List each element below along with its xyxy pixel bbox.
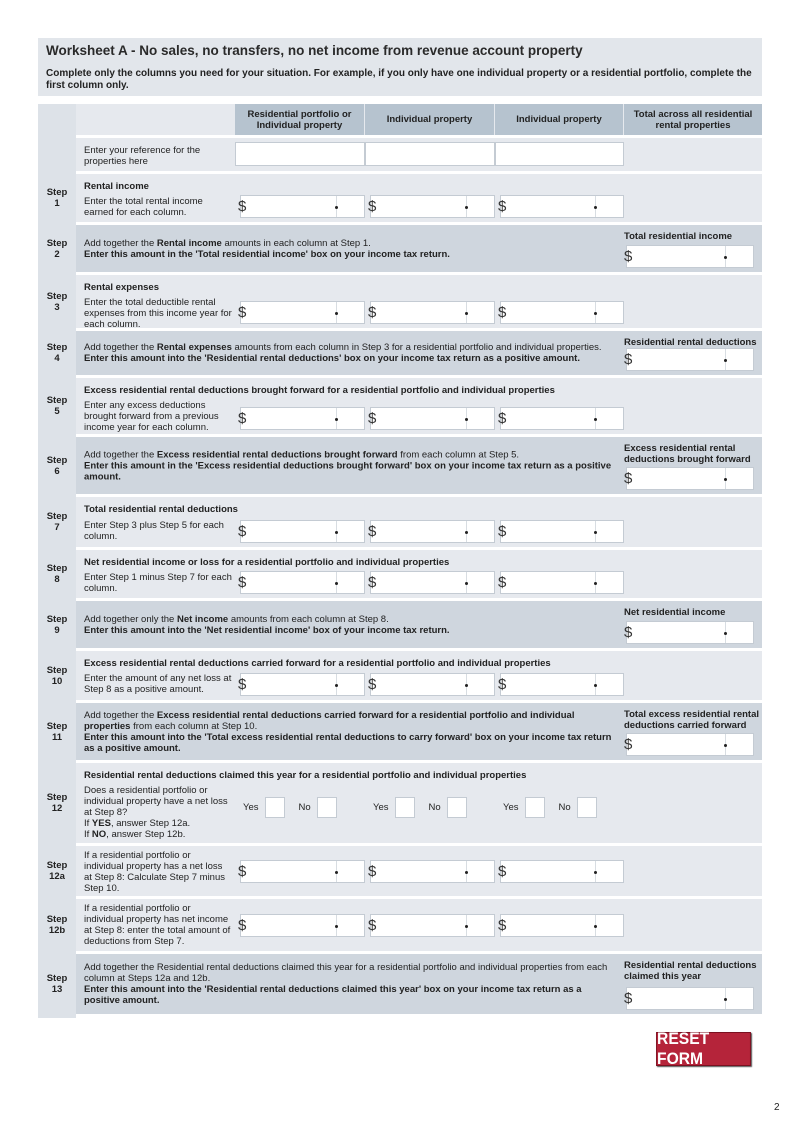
step-number: 7 xyxy=(54,522,60,533)
reset-form-button[interactable]: RESET FORM xyxy=(656,1032,751,1066)
yes-label: Yes xyxy=(503,802,519,813)
instruction-emphasis: Enter this amount into the 'Net residential income' box of your income tax return. xyxy=(84,624,450,636)
column-header-row xyxy=(76,104,762,135)
step-word: Step xyxy=(46,720,68,732)
dollar-sign: $ xyxy=(624,248,633,265)
decimal-point-divider xyxy=(466,302,467,323)
instruction-segment: Rental income xyxy=(156,237,222,249)
decimal-point-divider xyxy=(466,196,467,217)
description-line xyxy=(84,400,232,433)
page-title: Worksheet A - No sales, no transfers, no net income from revenue account property xyxy=(46,43,583,58)
column-amount-input[interactable] xyxy=(240,301,365,324)
step-word: Step xyxy=(46,860,68,871)
instructions: Complete only the columns you need for your situation. For example, if you only have one individual property or a residential portfolio, complete the first column only. xyxy=(46,68,752,91)
dollar-sign: $ xyxy=(368,523,377,540)
step-word: Step xyxy=(46,613,68,625)
column-amount-input[interactable] xyxy=(240,914,365,937)
step-label xyxy=(38,395,76,417)
step-description xyxy=(84,673,232,695)
step-word: Step xyxy=(46,187,68,198)
step-number: 12b xyxy=(48,925,66,936)
dollar-sign: $ xyxy=(624,351,633,368)
instruction-segment: Add together only the xyxy=(84,613,177,625)
step-row xyxy=(46,331,762,375)
step-label xyxy=(38,914,76,936)
step-heading: Residential rental deductions claimed this year for a residential portfolio and individual properties xyxy=(84,770,527,781)
column-amount-input[interactable] xyxy=(370,673,495,696)
step-description xyxy=(84,850,232,894)
column-amount-input[interactable] xyxy=(500,407,624,430)
decimal-point-divider xyxy=(466,572,467,593)
step-number: 3 xyxy=(54,301,60,313)
column-header: Total across all residential rental properties xyxy=(624,104,762,135)
step-row xyxy=(46,846,762,896)
column-amount-input[interactable] xyxy=(240,571,365,594)
step-heading: Excess residential rental deductions carried forward for a residential portfolio and individual properties xyxy=(84,658,551,669)
step-word: Step xyxy=(46,973,68,984)
step-description xyxy=(84,903,232,947)
description-segment: Does a residential portfolio or individual property have a net loss at Step 8? xyxy=(84,785,228,818)
decimal-point-divider xyxy=(595,674,596,695)
column-amount-input[interactable] xyxy=(370,301,495,324)
description-line xyxy=(84,520,232,542)
step-number: 6 xyxy=(54,465,60,477)
instruction-emphasis: Enter this amount into the 'Residential rental deductions claimed this year' box on your income tax return as a positive amount. xyxy=(84,984,582,1006)
column-amount-input[interactable] xyxy=(500,860,624,883)
step-row xyxy=(46,378,762,434)
description-line xyxy=(84,850,232,894)
dollar-sign: $ xyxy=(498,676,507,693)
decimal-point-divider xyxy=(336,674,337,695)
decimal-point-divider xyxy=(466,674,467,695)
description-segment: Enter any excess deductions brought forward from a previous income year for each column. xyxy=(84,400,219,433)
description-line xyxy=(84,785,232,818)
step-label xyxy=(38,291,76,313)
header-spacer xyxy=(76,104,235,135)
instruction-segment: Net income xyxy=(176,613,229,625)
worksheet-title-bar xyxy=(38,38,762,96)
page-number: 2 xyxy=(774,1102,780,1113)
step-label xyxy=(38,455,76,477)
step-label xyxy=(38,860,76,882)
total-label: Total residential income xyxy=(624,231,733,242)
step-number: 12a xyxy=(49,871,65,882)
step-word: Step xyxy=(46,290,68,302)
column-amount-input[interactable] xyxy=(500,301,624,324)
dollar-sign: $ xyxy=(368,410,377,427)
description-segment: Enter the amount of any net loss at Step 8 as a positive amount. xyxy=(84,673,232,695)
total-label: Residential rental deductions xyxy=(624,337,757,348)
step-word: Step xyxy=(46,454,68,466)
step-number: 13 xyxy=(51,984,63,995)
reference-row xyxy=(76,138,762,171)
step-number: 2 xyxy=(54,248,60,260)
step-number: 9 xyxy=(54,624,60,636)
description-segment: YES xyxy=(91,818,111,829)
no-checkbox[interactable] xyxy=(577,797,597,818)
step-label xyxy=(38,187,76,209)
step-instructions xyxy=(84,710,616,754)
total-label: Excess residential rental deductions brought forward xyxy=(624,443,751,465)
description-segment: If a residential portfolio or individual property has net income at Step 8: enter the total amount of deductions from Step 7. xyxy=(84,903,231,947)
instruction-segment: Add together the xyxy=(84,237,157,249)
step-row xyxy=(46,899,762,951)
decimal-point-divider xyxy=(466,408,467,429)
step-row xyxy=(46,601,762,648)
step-description xyxy=(84,572,232,594)
step-label xyxy=(38,563,76,585)
dollar-sign: $ xyxy=(498,523,507,540)
no-label: No xyxy=(298,802,311,813)
instruction-segment: Add together the xyxy=(84,449,157,460)
description-line xyxy=(84,818,232,829)
decimal-point-divider xyxy=(725,734,726,755)
dollar-sign: $ xyxy=(368,916,377,934)
description-segment: Enter the total rental income earned for each column. xyxy=(84,196,203,218)
step-word: Step xyxy=(46,664,68,676)
dollar-sign: $ xyxy=(368,574,377,591)
property-reference-input[interactable] xyxy=(495,142,624,166)
instruction-segment: Excess residential rental deductions brought forward xyxy=(156,449,398,460)
instruction-emphasis: Enter this amount in the 'Total residential income' box on your income tax return. xyxy=(84,248,450,260)
dollar-sign: $ xyxy=(238,676,247,693)
step-label xyxy=(38,511,76,533)
step-word: Step xyxy=(46,237,68,249)
total-amount-input[interactable] xyxy=(626,621,754,644)
step-row xyxy=(46,550,762,598)
total-amount-input[interactable] xyxy=(626,467,754,490)
column-amount-input[interactable] xyxy=(240,520,365,543)
step-description xyxy=(84,297,232,330)
total-amount-input[interactable] xyxy=(626,987,754,1010)
column-amount-input[interactable] xyxy=(500,673,624,696)
step-row xyxy=(46,954,762,1014)
yes-no-group xyxy=(503,797,611,818)
column-amount-input[interactable] xyxy=(500,571,624,594)
description-segment: Enter Step 1 minus Step 7 for each column. xyxy=(84,572,232,594)
column-amount-input[interactable] xyxy=(370,407,495,430)
total-amount-input[interactable] xyxy=(626,733,754,756)
dollar-sign: $ xyxy=(624,624,633,641)
step-heading: Rental income xyxy=(84,181,149,192)
instruction-line xyxy=(84,614,616,625)
step-instructions xyxy=(84,614,616,636)
step-description xyxy=(84,400,232,433)
instruction-segment: amounts in each column at Step 1. xyxy=(221,237,371,249)
step-number: 12 xyxy=(51,803,63,814)
decimal-point-divider xyxy=(595,572,596,593)
decimal-point-divider xyxy=(595,915,596,936)
step-word: Step xyxy=(46,395,68,406)
step-row xyxy=(46,437,762,494)
step-instructions xyxy=(84,449,616,482)
dollar-sign: $ xyxy=(498,304,507,321)
dollar-sign: $ xyxy=(498,862,507,880)
description-segment: Enter Step 3 plus Step 5 for each column. xyxy=(84,520,224,542)
instruction-line xyxy=(84,449,616,460)
decimal-point-divider xyxy=(595,196,596,217)
dollar-sign: $ xyxy=(498,410,507,427)
step-label xyxy=(38,973,76,995)
step-word: Step xyxy=(46,792,68,803)
decimal-point-divider xyxy=(595,861,596,882)
no-label: No xyxy=(558,802,571,813)
instruction-segment: Add together the xyxy=(84,709,157,721)
step-number: 5 xyxy=(54,406,60,417)
column-amount-input[interactable] xyxy=(370,520,495,543)
step-label xyxy=(38,342,76,364)
column-amount-input[interactable] xyxy=(370,195,495,218)
dollar-sign: $ xyxy=(498,916,507,934)
total-amount-input[interactable] xyxy=(626,348,754,371)
decimal-point-divider xyxy=(725,988,726,1009)
step-description xyxy=(84,520,232,542)
step-instructions xyxy=(84,342,616,364)
description-segment: Enter the total deductible rental expenses from this income year for each column. xyxy=(84,297,232,330)
instruction-segment: from each column at Step 5. xyxy=(397,449,520,460)
dollar-sign: $ xyxy=(238,198,247,215)
dollar-sign: $ xyxy=(368,862,377,880)
step-word: Step xyxy=(46,914,68,925)
step-description xyxy=(84,785,232,840)
decimal-point-divider xyxy=(725,246,726,267)
total-label: Residential rental deductions claimed this year xyxy=(624,960,757,982)
step-heading: Net residential income or loss for a residential portfolio and individual properties xyxy=(84,557,450,568)
total-label: Total excess residential rental deductions carried forward xyxy=(624,709,759,731)
dollar-sign: $ xyxy=(624,470,633,487)
step-row xyxy=(46,225,762,272)
instruction-line xyxy=(84,962,616,984)
step-label xyxy=(38,614,76,636)
decimal-point-divider xyxy=(466,861,467,882)
step-label xyxy=(38,665,76,687)
column-amount-input[interactable] xyxy=(500,195,624,218)
yes-no-group xyxy=(243,797,351,818)
instruction-segment: from each column at Step 10. xyxy=(130,720,258,732)
dollar-sign: $ xyxy=(238,574,247,591)
column-amount-input[interactable] xyxy=(240,195,365,218)
description-line xyxy=(84,829,232,840)
description-segment: , answer Step 12a. xyxy=(110,818,191,829)
column-header: Individual property xyxy=(365,104,495,135)
step-row xyxy=(46,651,762,700)
description-segment: , answer Step 12b. xyxy=(106,829,186,840)
instruction-segment: Excess residential rental deductions carried forward for a residential portfolio and individual properties xyxy=(84,709,575,732)
instruction-segment: Add together the Residential rental deductions claimed this year for a residential portfolio and individual properties from each column at Steps 12a and 12b. xyxy=(84,962,608,984)
dollar-sign: $ xyxy=(368,198,377,215)
step-heading: Total residential rental deductions xyxy=(84,504,238,515)
step-heading: Rental expenses xyxy=(84,282,159,293)
description-line xyxy=(84,297,232,330)
instruction-segment: Rental expenses xyxy=(156,342,232,353)
step-number: 8 xyxy=(54,574,60,585)
step-instructions xyxy=(84,238,616,260)
column-header: Residential portfolio or Individual property xyxy=(235,104,365,135)
dollar-sign: $ xyxy=(238,304,247,321)
step-label xyxy=(38,792,76,814)
step-description xyxy=(84,196,232,218)
decimal-point-divider xyxy=(336,302,337,323)
decimal-point-divider xyxy=(725,349,726,370)
instruction-line xyxy=(84,710,616,732)
yes-checkbox[interactable] xyxy=(525,797,545,818)
column-amount-input[interactable] xyxy=(240,407,365,430)
description-line xyxy=(84,196,232,218)
dollar-sign: $ xyxy=(238,523,247,540)
column-amount-input[interactable] xyxy=(240,673,365,696)
step-word: Step xyxy=(46,342,68,353)
step-word: Step xyxy=(46,563,68,574)
column-amount-input[interactable] xyxy=(240,860,365,883)
step-number: 10 xyxy=(51,675,63,687)
dollar-sign: $ xyxy=(238,862,247,880)
yes-label: Yes xyxy=(243,802,259,813)
decimal-point-divider xyxy=(595,521,596,542)
step-label xyxy=(38,721,76,743)
yes-label: Yes xyxy=(373,802,389,813)
instruction-emphasis: Enter this amount into the 'Total excess residential rental deductions to carry forward' box on your income tax return as a positive amount. xyxy=(84,731,612,754)
worksheet-table xyxy=(46,104,762,1017)
step-number: 11 xyxy=(51,731,63,743)
no-checkbox[interactable] xyxy=(317,797,337,818)
description-segment: If xyxy=(84,818,92,829)
decimal-point-divider xyxy=(336,196,337,217)
dollar-sign: $ xyxy=(624,736,633,753)
step-row xyxy=(46,703,762,760)
step-number: 4 xyxy=(54,353,60,364)
total-label: Net residential income xyxy=(624,607,726,618)
decimal-point-divider xyxy=(725,622,726,643)
column-amount-input[interactable] xyxy=(500,914,624,937)
dollar-sign: $ xyxy=(498,198,507,215)
decimal-point-divider xyxy=(336,572,337,593)
property-reference-input[interactable] xyxy=(235,142,365,166)
dollar-sign: $ xyxy=(624,990,633,1007)
yes-checkbox[interactable] xyxy=(265,797,285,818)
decimal-point-divider xyxy=(466,915,467,936)
step-row xyxy=(46,763,762,843)
column-header: Individual property xyxy=(495,104,624,135)
decimal-point-divider xyxy=(336,521,337,542)
decimal-point-divider xyxy=(595,408,596,429)
instruction-emphasis: Enter this amount in the 'Excess residential deductions brought forward' box on your income tax return as a positive amount. xyxy=(84,460,612,482)
decimal-point-divider xyxy=(336,408,337,429)
column-amount-input[interactable] xyxy=(370,571,495,594)
dollar-sign: $ xyxy=(368,676,377,693)
column-amount-input[interactable] xyxy=(370,914,495,937)
decimal-point-divider xyxy=(336,915,337,936)
instruction-segment: Add together the xyxy=(84,342,157,353)
step-instructions xyxy=(84,962,616,1006)
step-row xyxy=(46,275,762,330)
property-reference-input[interactable] xyxy=(365,142,495,166)
total-amount-input[interactable] xyxy=(626,245,754,268)
decimal-point-divider xyxy=(466,521,467,542)
instruction-emphasis: Enter this amount into the 'Residential rental deductions' box on your income tax return as a positive amount. xyxy=(84,353,580,364)
description-segment: If xyxy=(84,829,92,840)
instruction-segment: amounts from each column at Step 8. xyxy=(228,613,389,625)
dollar-sign: $ xyxy=(498,574,507,591)
yes-no-group xyxy=(373,797,481,818)
step-row xyxy=(46,497,762,547)
description-line xyxy=(84,673,232,695)
step-word: Step xyxy=(46,511,68,522)
column-amount-input[interactable] xyxy=(370,860,495,883)
description-line xyxy=(84,903,232,947)
instruction-segment: amounts from each column in Step 3 for a residential portfolio and individual properties. xyxy=(231,342,602,353)
reference-label: Enter your reference for the properties here xyxy=(84,145,201,167)
description-line xyxy=(84,572,232,594)
no-checkbox[interactable] xyxy=(447,797,467,818)
dollar-sign: $ xyxy=(238,916,247,934)
description-segment: If a residential portfolio or individual property has a net loss at Step 8: Calculate Step 7 minus Step 10. xyxy=(84,850,225,894)
step-number: 1 xyxy=(54,198,60,209)
decimal-point-divider xyxy=(336,861,337,882)
column-amount-input[interactable] xyxy=(500,520,624,543)
step-row xyxy=(46,174,762,222)
description-segment: NO xyxy=(91,829,107,840)
decimal-point-divider xyxy=(725,468,726,489)
step-heading: Excess residential rental deductions brought forward for a residential portfolio and individual properties xyxy=(84,385,555,396)
decimal-point-divider xyxy=(595,302,596,323)
instruction-line xyxy=(84,238,616,249)
instruction-line xyxy=(84,342,616,353)
dollar-sign: $ xyxy=(368,304,377,321)
dollar-sign: $ xyxy=(238,410,247,427)
no-label: No xyxy=(428,802,441,813)
step-label xyxy=(38,238,76,260)
yes-checkbox[interactable] xyxy=(395,797,415,818)
